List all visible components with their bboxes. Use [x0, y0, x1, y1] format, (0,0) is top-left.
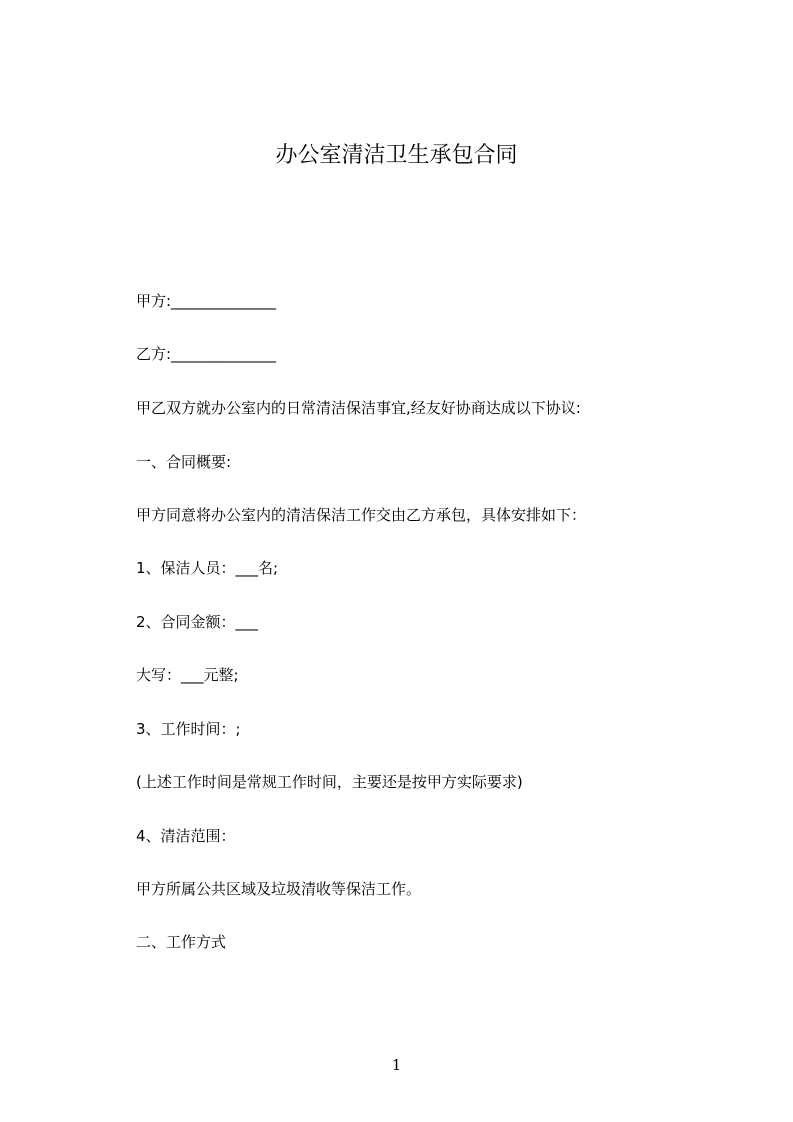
working-hours-note: (上述工作时间是常规工作时间，主要还是按甲方实际要求) — [136, 773, 523, 791]
intro-paragraph: 甲乙双方就办公室内的日常清洁保洁事宜,经友好协商达成以下协议: — [136, 399, 581, 417]
cleaning-scope-paragraph: 甲方所属公共区域及垃圾清收等保洁工作。 — [136, 880, 422, 898]
document-title: 办公室清洁卫生承包合同 — [275, 143, 518, 168]
amount-in-words: 大写：___元整; — [136, 666, 239, 684]
party-a-line: 甲方:______________ — [136, 292, 277, 310]
item-contract-amount: 2、合同金额：___ — [136, 613, 259, 631]
party-b-line: 乙方:______________ — [136, 345, 277, 363]
page-number: 1 — [391, 1056, 402, 1074]
item-cleaning-staff: 1、保洁人员：___名; — [136, 559, 279, 577]
arrangement-paragraph: 甲方同意将办公室内的清洁保洁工作交由乙方承包，具体安排如下： — [136, 506, 587, 524]
item-cleaning-scope: 4、清洁范围： — [136, 827, 236, 845]
section-heading-overview: 一、合同概要: — [136, 453, 232, 471]
item-working-hours: 3、工作时间：; — [136, 720, 241, 738]
section-heading-work-method: 二、工作方式 — [136, 933, 227, 951]
